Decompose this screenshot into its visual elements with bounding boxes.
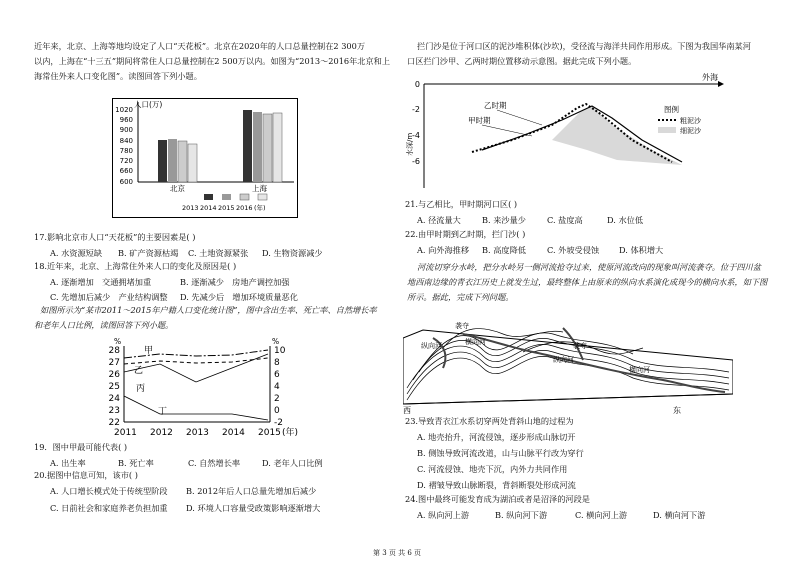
line-ytick-left: 25: [108, 382, 120, 392]
q18-option-c[interactable]: C. 先增加后减少 产业结构调整: [50, 292, 168, 302]
q19-option-a[interactable]: A. 出生率: [50, 458, 86, 468]
line-ytick-left: 22: [108, 418, 120, 428]
intro3-line1: 拦门沙是位于河口区的泥沙堆积体(沙坎)，受径流与海洋共同作用形成。下图为我国华南某河: [417, 41, 751, 51]
block-label-capture-1: 袭夺: [455, 322, 469, 330]
legend-fine-swatch: [658, 127, 676, 133]
intro1-line1: 近年来，北京、上海等地均设定了人口“天花板”。北京在2020年的人口总量控制在2 300万: [34, 41, 366, 51]
q19-stem: 19．图中甲最可能代表( ): [34, 442, 128, 452]
series-label-ding: 丁: [158, 407, 168, 417]
bar-group-beijing: 北京: [170, 184, 185, 193]
q23-option-b[interactable]: B. 侧蚀导致河流改道，山与山脉平行改为穿行: [417, 448, 584, 458]
q19-option-d[interactable]: D. 老年人口比例: [262, 458, 323, 468]
bar-ytick: 780: [119, 147, 133, 155]
line-xtick: 2012: [150, 428, 173, 438]
q23-option-a[interactable]: A. 地壳抬升，河流侵蚀，逐步形成山脉切开: [417, 432, 576, 442]
profile-ytick: -6: [412, 157, 420, 166]
line-ytick-left: 27: [108, 358, 120, 368]
q22-stem: 22.由甲时期到乙时期，拦门沙( ): [405, 229, 526, 239]
block-label-capture-2: 袭夺: [573, 342, 587, 350]
block-label-longitudinal-1: 纵向河: [421, 342, 442, 350]
profile-ytick: -4: [412, 131, 420, 140]
q24-stem: 24.图中最终可能发育成为湖泊或者是沼泽的河段是: [405, 494, 590, 504]
bar-beijing-2014: [168, 139, 177, 182]
intro3-line2: 口区拦门沙甲、乙两时期位置移动示意图。据此完成下列小题。: [407, 56, 637, 66]
profile-ylabel: 水深/m: [406, 132, 414, 156]
line-ytick-right: 8: [274, 358, 280, 368]
bar-beijing-2016: [188, 144, 197, 182]
legend-title: 图例: [664, 105, 679, 114]
q23-stem: 23.导致青衣江水系切穿两处背斜山地的过程为: [405, 416, 574, 426]
legend-coarse-sand: 粗泥沙: [680, 117, 701, 125]
bar-shanghai-2013: [243, 110, 252, 182]
line-ytick-right: 0: [274, 406, 280, 416]
q20-option-a[interactable]: A. 人口增长模式处于传统型阶段: [50, 486, 168, 496]
line-ytick-right: 2: [274, 394, 280, 404]
q21-option-c[interactable]: C. 盐度高: [547, 215, 583, 225]
legend-swatch-2013: [204, 194, 213, 200]
line-chart: [100, 336, 312, 440]
q23-option-c[interactable]: C. 河流侵蚀、地壳下沉，内外力共同作用: [417, 464, 568, 474]
legend-swatch-2014: [222, 194, 231, 200]
q22-option-d[interactable]: D. 体积增大: [619, 245, 664, 255]
block-east: 东: [673, 406, 681, 414]
bar-ytick: 900: [119, 126, 133, 134]
page-footer: 第 3 页 共 6 页: [372, 549, 422, 557]
series-label-jia: 甲: [144, 346, 154, 356]
profile-ytick: -2: [412, 105, 420, 114]
q17-stem: 17.影响北京市人口“天花板”的主要因素是( ): [34, 232, 196, 242]
bar-beijing-2013: [158, 140, 167, 182]
q17-option-b[interactable]: B. 矿产资源枯竭: [118, 248, 179, 258]
q20-option-d[interactable]: D. 环境人口容量受政策影响逐渐增大: [186, 503, 321, 513]
line-ytick-right: -2: [274, 418, 283, 428]
legend-2016: 2016: [236, 204, 253, 212]
q22-option-a[interactable]: A. 向外海推移: [417, 245, 470, 255]
q21-option-a[interactable]: A. 径流量大: [417, 215, 461, 225]
bar-ytick: 840: [119, 137, 133, 145]
q21-stem: 21.与乙相比，甲时期河口区( ): [405, 199, 518, 209]
legend-2014: 2014: [200, 204, 217, 212]
sandbar-profile-diagram: [402, 70, 732, 198]
bar-ytick: 960: [119, 116, 133, 124]
q23-option-d[interactable]: D. 褶皱导致山脉断裂，背斜断裂处形成河流: [417, 480, 576, 490]
block-west: 西: [403, 406, 411, 414]
line-ytick-left: 23: [108, 406, 120, 416]
river-capture-block-diagram: [403, 308, 733, 414]
period-yi-label: 乙时期: [484, 101, 507, 110]
block-label-transverse-1: 横向河: [465, 338, 486, 346]
intro2-line2: 和老年人口比例，读图回答下列小题。: [34, 320, 174, 330]
line-xtick: 2014: [222, 428, 245, 438]
bar-chart: [112, 98, 298, 218]
q24-option-a[interactable]: A. 纵向河上游: [417, 510, 470, 520]
series-ding: [124, 396, 268, 420]
bar-group-shanghai: 上海: [252, 184, 267, 193]
q24-option-b[interactable]: B. 纵向河下游: [495, 510, 548, 520]
q22-option-b[interactable]: B. 高度降低: [482, 245, 526, 255]
q21-option-d[interactable]: D. 水位低: [607, 215, 644, 225]
line-xtick: 2013: [186, 428, 209, 438]
line-ytick-right: 10: [274, 346, 286, 356]
bar-yticks: [115, 106, 133, 186]
q19-option-c[interactable]: C. 自然增长率: [188, 458, 241, 468]
q18-stem: 18.近年来，北京、上海常住外来人口的变化及原因是( ): [34, 261, 237, 271]
legend-fine-sand: 细泥沙: [680, 127, 701, 135]
q24-option-d[interactable]: D. 横向河下游: [653, 510, 706, 520]
bar-beijing-2015: [178, 141, 187, 182]
legend-swatch-2015: [240, 194, 249, 200]
q21-option-b[interactable]: B. 来沙量少: [482, 215, 526, 225]
bar-shanghai-2016: [273, 113, 282, 182]
q18-option-a[interactable]: A. 逐渐增加 交通拥堵加重: [50, 277, 152, 287]
series-yi: [124, 358, 268, 364]
line-ytick-right: 6: [274, 370, 280, 380]
bar-ytick: 1020: [115, 106, 133, 114]
line-unit-left: %: [114, 337, 122, 346]
q22-option-c[interactable]: C. 外坡受侵蚀: [547, 245, 600, 255]
bar-ytick: 720: [119, 157, 133, 165]
q20-option-c[interactable]: C. 日前社会和家庭养老负担加重: [50, 503, 168, 513]
intro4-line2: 地西南边缘的青衣江历史上就发生过，最终整体上由原来的纵向水系演化成现今的横向水系，如下图: [407, 277, 768, 287]
profile-ytick: 0: [414, 80, 420, 89]
series-bing: [124, 354, 268, 382]
series-label-yi: 乙: [134, 366, 144, 376]
q18-option-d[interactable]: D. 先减少后 增加环境质量恶化: [180, 292, 298, 302]
legend-unit: (年): [254, 204, 266, 212]
legend-2015: 2015: [218, 204, 235, 212]
series-label-bing: 丙: [136, 384, 146, 394]
bar-ytick: 600: [119, 178, 133, 186]
intro4-line1: 河流切穿分水岭，把分水岭另一侧河流抢夺过来，使原河流改向的现象叫河流袭夺。位于四川盆: [417, 262, 761, 272]
q17-option-a[interactable]: A. 水资源短缺: [50, 248, 103, 258]
q20-stem: 20.据图中信息可知，该市( ): [34, 470, 138, 480]
q17-option-c[interactable]: C. 土地资源紧张: [188, 248, 249, 258]
q24-option-c[interactable]: C. 横向河上游: [575, 510, 628, 520]
legend-swatch-2016: [258, 194, 267, 200]
line-xtick: 2011: [114, 428, 137, 438]
line-unit-right: %: [272, 337, 280, 346]
line-ytick-left: 24: [108, 394, 120, 404]
intro2-line1: 如图所示为“某市2011～2015年户籍人口变化统计图”，图中含出生率、死亡率、自然增长率: [40, 305, 377, 315]
block-label-longitudinal-2: 纵向河: [553, 356, 574, 364]
bar-shanghai-2015: [263, 114, 272, 182]
q19-option-b[interactable]: B. 死亡率: [118, 458, 154, 468]
q18-option-b[interactable]: B. 逐渐减少 房地产调控加强: [180, 277, 290, 287]
block-label-transverse-2: 横向河: [629, 366, 650, 374]
line-xtick: 2015: [258, 428, 281, 438]
sea-label: 外海: [702, 73, 718, 82]
bar-ytick: 660: [119, 167, 133, 175]
line-ytick-right: 4: [274, 382, 280, 392]
line-x-unit: (年): [282, 428, 299, 438]
intro4-line3: 所示。据此，完成下列问题。: [407, 292, 514, 302]
line-ytick-left: 26: [108, 370, 120, 380]
bar-shanghai-2014: [253, 112, 262, 182]
intro1-line2: 以内，上海在“十三五”期间将常住人口总量控制在2 500万以内。如图为“2013～2016年北京和上: [34, 56, 391, 66]
q20-option-b[interactable]: B. 2012年后人口总量先增加后减少: [186, 486, 317, 496]
legend-2013: 2013: [182, 204, 199, 212]
q17-option-d[interactable]: D. 生物资源减少: [262, 248, 323, 258]
intro1-line3: 海常住外来人口变化图”。读图回答下列小题。: [34, 71, 202, 81]
bar-ylabel: 人口(万): [134, 100, 163, 109]
line-ytick-left: 28: [108, 346, 120, 356]
period-jia-label: 甲时期: [468, 116, 491, 125]
